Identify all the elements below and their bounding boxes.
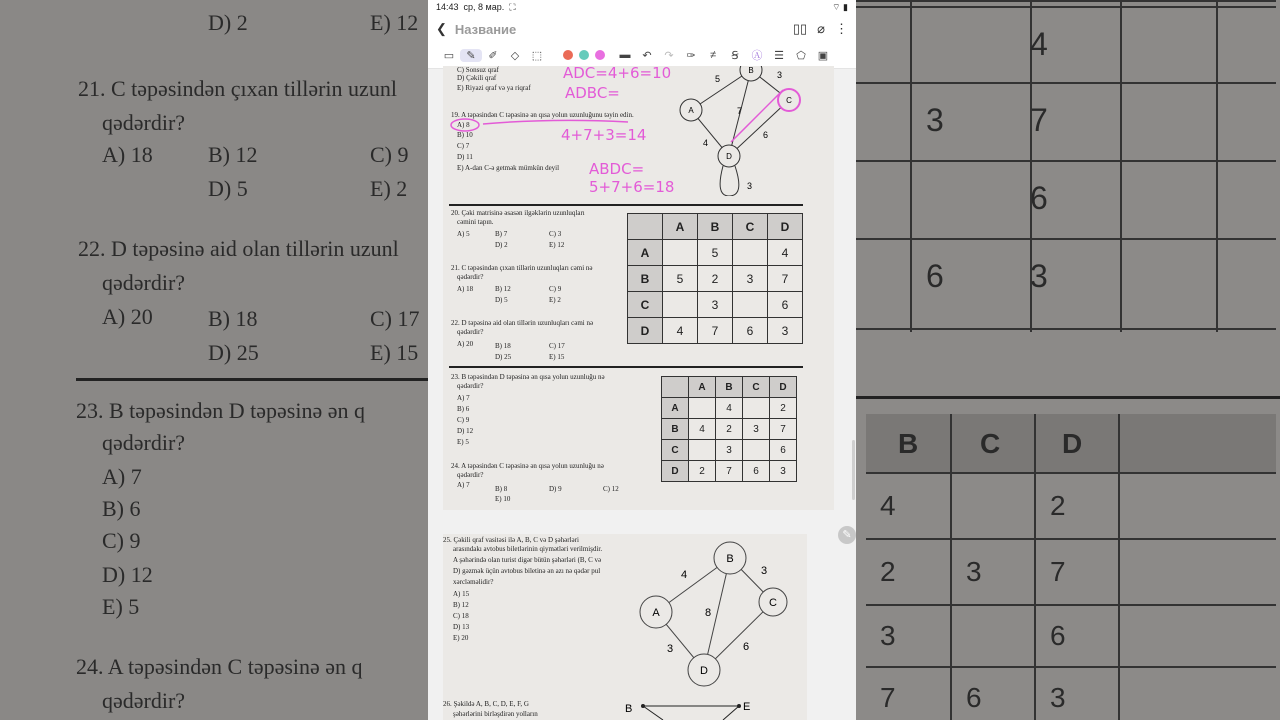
bg-text: 23. B təpəsindən D təpəsinə ən q [76,398,365,423]
matrix-cell: 2 [770,398,797,419]
bg-text: qədərdir? [102,110,186,135]
bg-text: qədərdir? [102,430,186,455]
edge-weight: 4 [703,138,709,148]
lasso-select-icon[interactable]: ⬚ [531,49,543,62]
handwriting-note: ADBC= [565,84,620,102]
bg-table-bottom [866,414,1276,720]
option-text: B) 8 [495,485,508,493]
matrix-cell: 7 [770,419,797,440]
matrix-cell: 6 [770,440,797,461]
shapes-icon[interactable]: ⬠ [796,49,806,62]
graph-node-label: E [743,701,751,713]
text-box-icon[interactable]: Ꞩ [731,49,739,62]
bg-text: D) 5 [208,176,248,201]
bg-cell: 3 [966,556,982,587]
drawing-toolbar [428,42,856,69]
option-text: E) A-dan C-ə getmək mümkün deyil [457,164,560,172]
title-bar [428,16,856,42]
option-text: B) 12 [453,601,469,609]
option-text: C) 3 [549,230,562,238]
option-text: E) Riyazi qraf və ya riqraf [457,84,531,92]
bg-cell: B [898,428,919,459]
question-21: 21. C təpəsindən çıxan tillərin uzunluqları cəmi nə [451,264,593,272]
matrix-cell: 3 [770,461,797,482]
option-text: E) 2 [549,296,561,304]
bg-text: qədərdir? [102,688,186,713]
option-text: B) 6 [457,405,470,413]
option-text: E) 20 [453,634,469,642]
matrix-cell: 4 [716,398,743,419]
question-23: qədərdir? [457,382,484,390]
background-right-zoom [856,0,1280,720]
bg-cell: D [1062,428,1083,459]
edge-weight: 8 [705,607,712,619]
phone-screen [428,0,856,720]
bg-cell: 7 [880,682,896,713]
question-25: xərcləməlidir? [453,578,494,586]
pen-settings-icon[interactable]: ✑ [686,49,696,62]
bg-cell: C [980,428,1001,459]
handwriting-icon[interactable]: Ⓐ [751,50,763,62]
option-text: B) 7 [495,230,508,238]
bg-text: B) 18 [208,306,258,331]
graph-node-label: D [726,152,732,161]
keyboard-icon[interactable]: ▭ [443,49,455,62]
question-26: 26. Şəkildə A, B, C, D, E, F, G [443,700,529,708]
back-arrow-icon[interactable]: ❮ [436,21,447,36]
matrix-cell [743,398,770,419]
question-21: qədərdir? [457,273,484,281]
status-time: 14:43 ср, 8 мар. ⛶ [436,2,516,12]
question-22: qədərdir? [457,328,484,336]
edge-weight: 3 [761,565,768,577]
graph-diagram-3 [623,698,773,720]
question-24: qədərdir? [457,471,484,479]
bg-text: qədərdir? [102,270,186,295]
option-text: C) 9 [457,416,470,424]
bg-text: E) 5 [102,594,140,619]
color-swatch-orange[interactable] [563,50,573,60]
matrix-cell: 3 [716,440,743,461]
bg-text: E) 2 [370,176,408,201]
option-text: A) 8 [457,121,470,129]
matrix-cell: 4 [768,240,803,266]
eraser-icon[interactable]: ◇ [510,49,520,62]
graph-node-label: B [625,703,633,715]
edit-pen-button[interactable]: ✎ [838,526,856,544]
option-text: E) 10 [495,495,511,503]
bg-cell: 3 [926,102,944,138]
handwriting-note: ADC=4+6=10 [563,66,672,82]
option-text: A) 7 [457,394,470,402]
matrix-row-header: C [628,292,663,318]
graph-node-label: A [652,607,660,619]
matrix-col-header: B [716,377,743,398]
option-text: D) 5 [495,296,508,304]
option-text: D) 13 [453,623,470,631]
bg-cell: 2 [1050,490,1066,521]
option-text: A) 18 [457,285,474,293]
bg-cell: 3 [1030,258,1048,294]
option-text: C) 18 [453,612,469,620]
bg-text: 22. D təpəsinə aid olan tillərin uzunl [78,236,399,261]
stroke-width-icon[interactable]: ▬ [619,49,631,61]
graph-node-label: B [726,553,734,565]
section-divider [449,366,803,368]
matrix-row-header: D [662,461,689,482]
matrix-col-header: A [689,377,716,398]
edge-weight: 4 [681,569,688,581]
text-format-icon[interactable]: ☰ [774,49,784,62]
matrix-col-header: A [663,214,698,240]
matrix-row-header: D [628,318,663,344]
question-23: 23. B təpəsindən D təpəsinə ən qısa yolun uzunluğu nə [451,373,605,381]
background-left-zoom [0,0,428,720]
matrix-cell: 2 [689,461,716,482]
bg-text: C) 9 [102,528,141,553]
edge-weight: 5 [715,74,721,84]
option-text: A) 20 [457,340,474,348]
matrix-col-header: D [770,377,797,398]
bg-text: 21. C təpəsindən çıxan tillərin uzunl [78,76,397,101]
bg-cell: 7 [1050,556,1066,587]
bg-cell: 4 [880,490,896,521]
matrix-cell: 6 [743,461,770,482]
edge-weight: 6 [763,130,769,140]
document-page-1 [443,66,834,510]
bg-text: 24. A təpəsindən C təpəsinə ən q [76,654,363,679]
bg-text: C) 9 [370,142,409,167]
handwriting-note: ABDC= [589,160,645,178]
bg-text: E) 15 [370,340,419,365]
bg-cell: 7 [1030,102,1048,138]
bg-cell: 6 [966,682,982,713]
weight-matrix [627,213,803,344]
bg-text: B) 6 [102,496,141,521]
bg-cell: 3 [880,620,896,651]
option-text: D) 11 [457,153,473,161]
matrix-cell [663,292,698,318]
status-icons: ⌔ ▮ [832,2,848,12]
question-20: cəmini tapın. [457,218,494,226]
matrix-col-header: D [768,214,803,240]
matrix-row-header: C [662,440,689,461]
question-22: 22. D təpəsinə aid olan tillərin uzunluqları cəmi nə [451,319,594,327]
matrix-row-header: A [662,398,689,419]
bg-divider [76,378,428,381]
question-24: 24. A təpəsindən C təpəsinə ən qısa yolun uzunluğu nə [451,462,604,470]
bg-text: D) 25 [208,340,259,365]
option-text: D) Çəkili qraf [457,74,497,82]
option-text: E) 12 [549,241,565,249]
bg-text: D) 12 [102,562,153,587]
question-25: D) gəzmək üçün avtobus biletinə ən azı nə qədər pul [453,567,601,575]
bg-cell: 6 [926,258,944,294]
matrix-cell: 2 [698,266,733,292]
bg-text: A) 18 [102,142,153,167]
bg-cell: 6 [1050,620,1066,651]
graph-diagram-2 [633,538,807,690]
edge-weight: 7 [737,106,743,116]
bg-text: E) 12 [370,10,419,35]
edge-weight: 3 [777,70,783,80]
matrix-cell [689,440,716,461]
color-swatch-teal[interactable] [579,50,589,60]
option-text: C) Sonsuz qraf [457,66,499,74]
edge-weight: 3 [747,181,753,191]
weight-matrix-2 [661,376,797,482]
bg-text: B) 12 [208,142,258,167]
option-text: B) 18 [495,342,511,350]
highlighter-icon[interactable]: ✐ [488,49,498,62]
graph-node-label: C [769,597,777,609]
matrix-col-header: C [743,377,770,398]
handwriting-note: 4+7+3=14 [561,126,647,144]
status-bar [428,0,856,16]
note-title[interactable]: Название [454,21,517,37]
more-options-icon[interactable]: ⋮ [835,21,848,36]
handwriting-note: 5+7+6=18 [589,178,675,196]
matrix-row-header: B [662,419,689,440]
matrix-cell: 7 [716,461,743,482]
edge-weight: 6 [743,641,750,653]
matrix-row-header: A [628,240,663,266]
option-text: A) 7 [457,481,470,489]
bg-cell: 4 [1030,26,1048,62]
option-text: B) 10 [457,131,473,139]
option-text: A) 5 [457,230,470,238]
graph-diagram [673,66,833,196]
matrix-cell: 6 [733,318,768,344]
document-page-2 [443,534,807,720]
matrix-cell: 3 [768,318,803,344]
bg-cell: 3 [1050,682,1066,713]
bg-text: C) 17 [370,306,420,331]
graph-node-label: C [786,96,792,105]
option-text: C) 12 [603,485,619,493]
option-text: D) 2 [495,241,508,249]
matrix-col-header: B [698,214,733,240]
bg-cell: 6 [1030,180,1048,216]
undo-icon[interactable]: ↶ [642,49,652,62]
option-text: C) 7 [457,142,470,150]
matrix-cell [743,440,770,461]
question-26: şəhərlərini birləşdirən yolların [453,710,538,718]
matrix-cell: 6 [768,292,803,318]
question-25: arasındakı avtobus biletlərinin qiymətləri verilmişdir. [453,545,603,553]
text-tool-icon[interactable]: ≠ [709,49,717,61]
matrix-cell [663,240,698,266]
bg-text: D) 2 [208,10,248,35]
question-19: 19. A təpəsindən C təpəsinə ən qısa yolun uzunluğunu təyin edin. [451,111,634,119]
section-divider [449,204,803,206]
graph-node-label: D [700,665,708,677]
matrix-col-header: C [733,214,768,240]
option-text: B) 12 [495,285,511,293]
question-20: 20. Çəki matrisinə əsasən ilgəklərin uzunluqları [451,209,585,217]
matrix-cell: 7 [698,318,733,344]
option-text: C) 9 [549,285,562,293]
matrix-cell: 3 [743,419,770,440]
matrix-cell: 2 [716,419,743,440]
question-25: A şəhərində olan turist digər bütün şəhərləri (B, C və [453,556,602,564]
option-text: D) 9 [549,485,562,493]
graph-node-label: A [688,106,694,115]
bg-table-top [856,0,1276,332]
bg-text: A) 7 [102,464,142,489]
matrix-cell [689,398,716,419]
matrix-cell: 5 [663,266,698,292]
matrix-cell: 7 [768,266,803,292]
matrix-cell: 5 [698,240,733,266]
bg-cell: 2 [880,556,896,587]
redo-icon[interactable]: ↷ [664,49,674,62]
matrix-cell: 3 [698,292,733,318]
option-text: E) 5 [457,438,469,446]
matrix-cell [733,292,768,318]
color-swatch-pink[interactable] [595,50,605,60]
matrix-cell: 4 [689,419,716,440]
option-text: E) 15 [549,353,565,361]
graph-node-label: B [748,66,754,75]
option-text: C) 17 [549,342,565,350]
attachment-icon[interactable]: ⌀ [817,21,825,36]
edge-weight: 3 [667,643,674,655]
matrix-cell: 4 [663,318,698,344]
option-text: D) 12 [457,427,474,435]
sticker-icon[interactable]: ▣ [817,49,829,62]
matrix-cell [733,240,768,266]
scrollbar[interactable] [852,440,855,500]
option-text: A) 15 [453,590,470,598]
option-text: D) 25 [495,353,512,361]
matrix-cell: 3 [733,266,768,292]
pen-icon[interactable]: ✎ [460,49,482,62]
matrix-row-header: B [628,266,663,292]
question-25: 25. Çəkili qraf vasitəsi ilə A, B, C və D şəhərləri [443,536,579,544]
bg-text: A) 20 [102,304,153,329]
book-view-icon[interactable]: ▯▯ [792,21,808,36]
